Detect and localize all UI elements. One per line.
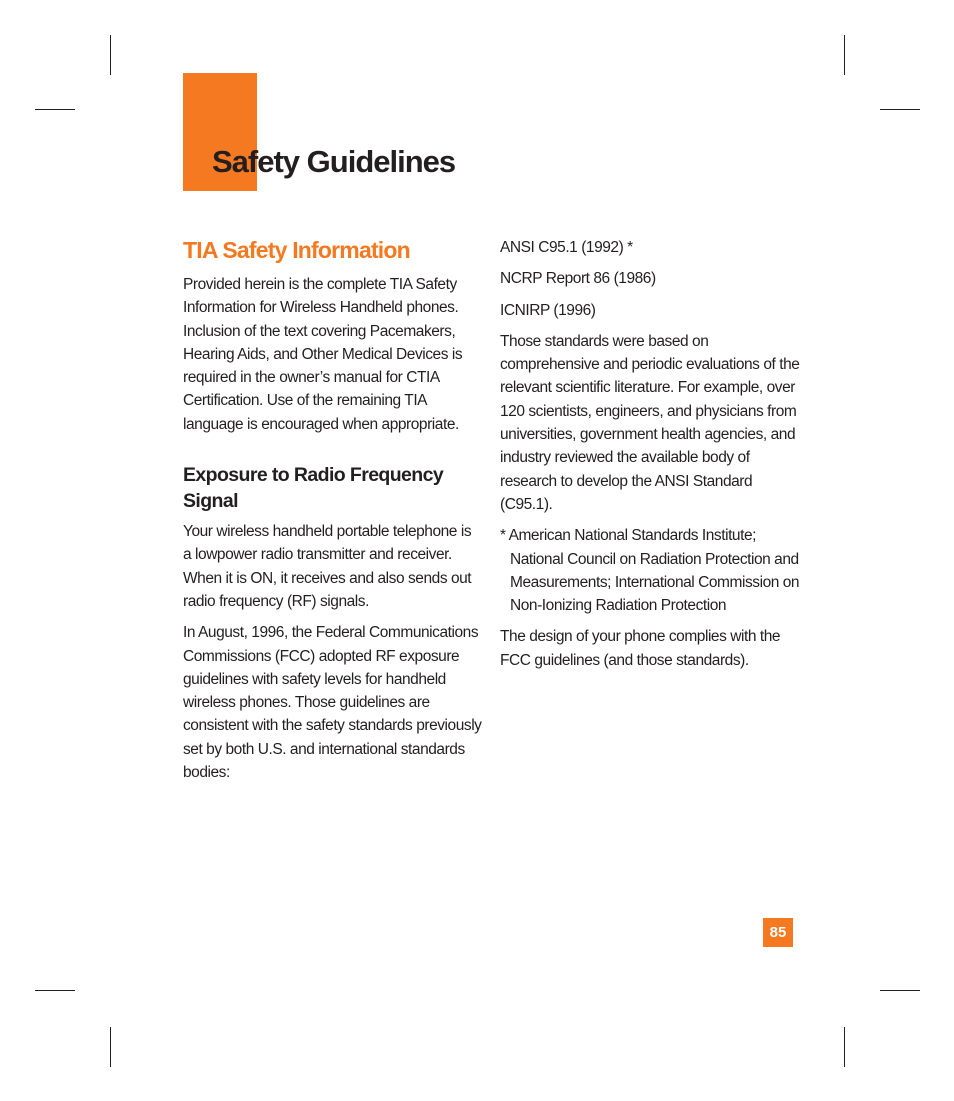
page-number: 85 xyxy=(763,918,793,947)
body-paragraph: Those standards were based on comprehensive and periodic evaluations of the relevant scientific literature. For example, over 120 scientists, engineers, and physicians from universities, government health agencies, and industry reviewed the available body of research to develop the ANSI Standard (C95.1). xyxy=(500,332,800,513)
page-title: Safety Guidelines xyxy=(212,144,456,179)
crop-mark-top-left-horizontal xyxy=(35,109,75,110)
crop-mark-bottom-right-vertical xyxy=(844,1027,845,1067)
body-paragraph: In August, 1996, the Federal Communications Commissions (FCC) adopted RF exposure guidelines with safety levels for handheld wireless phones. Those guidelines are consistent with the safety standards previously set by both U.S. and international standards bodies: xyxy=(183,624,482,782)
crop-mark-bottom-left-horizontal xyxy=(35,990,75,991)
standard-item: ANSI C95.1 (1992) * xyxy=(500,239,633,256)
left-column xyxy=(183,234,483,792)
body-paragraph: Your wireless handheld portable telephone is a lowpower radio transmitter and receiver. When it is ON, it receives and also sends out radio frequency (RF) signals. xyxy=(183,523,472,610)
body-paragraph: The design of your phone complies with the FCC guidelines (and those standards). xyxy=(500,628,781,669)
section-heading: TIA Safety Information xyxy=(183,237,410,263)
standard-item: NCRP Report 86 (1986) xyxy=(500,270,656,288)
crop-mark-top-left-vertical xyxy=(110,35,111,75)
crop-mark-bottom-right-horizontal xyxy=(880,990,920,991)
standard-item: ICNIRP (1996) xyxy=(500,301,596,319)
sub-heading: Exposure to Radio Frequency Signal xyxy=(183,464,444,513)
crop-mark-top-right-vertical xyxy=(844,35,845,75)
right-column xyxy=(500,236,800,680)
intro-paragraph: Provided herein is the complete TIA Safety Information for Wireless Handheld phones. Inclusion of the text covering Pacemakers, Hearing Aids, and Other Medical Devices is required in the owner’s manual for CTIA Certification. Use of the remaining TIA language is encouraged when appropriate. xyxy=(183,276,463,433)
crop-mark-bottom-left-vertical xyxy=(110,1027,111,1067)
crop-mark-top-right-horizontal xyxy=(880,109,920,110)
footnote: * American National Standards Institute; National Council on Radiation Protection and Measurements; International Commission on Non-Ionizing Radiation Protection xyxy=(500,527,800,615)
